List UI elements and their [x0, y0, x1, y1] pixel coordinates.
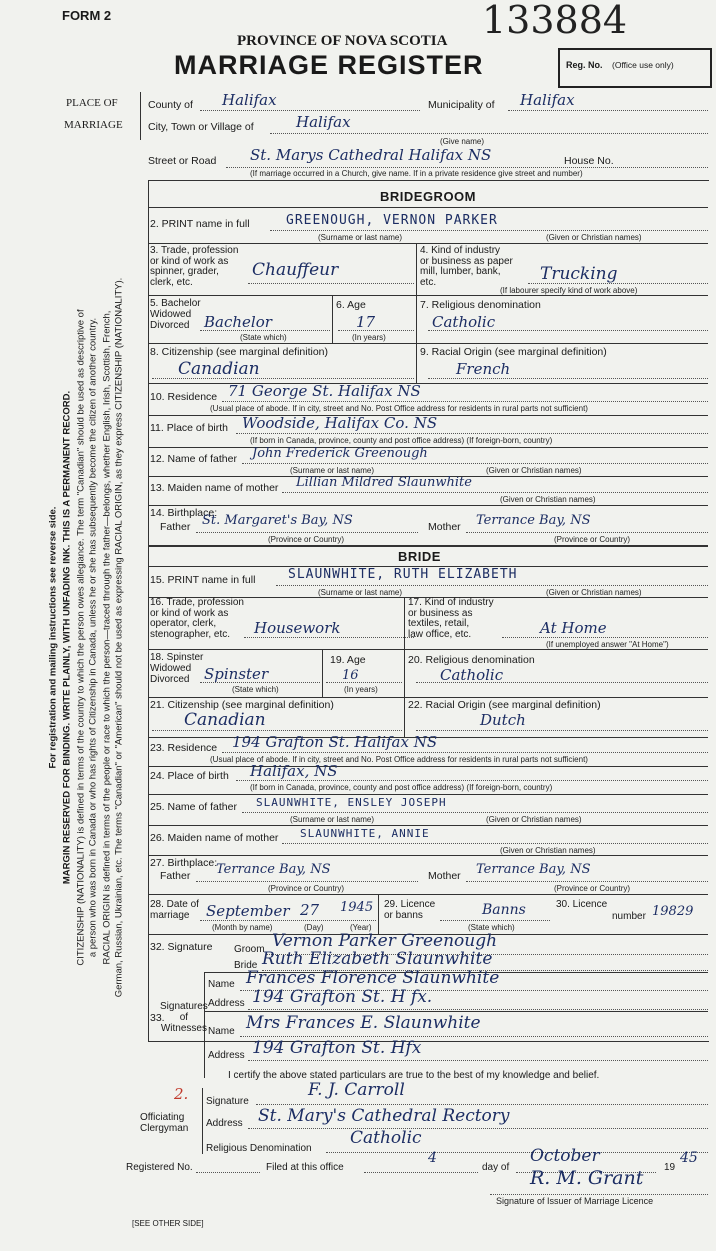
denomination-label: Religious Denomination	[206, 1143, 312, 1154]
groom-citizenship: Canadian	[178, 359, 260, 379]
register-number: 133884	[482, 0, 628, 42]
licence-number: 19829	[652, 904, 694, 919]
form-number: FORM 2	[62, 8, 112, 23]
groom-birth: Woodside, Halifax Co. NS	[242, 414, 438, 432]
red-mark: 2.	[174, 1085, 189, 1103]
w1-address: 194 Grafton St. H fx.	[252, 987, 433, 1007]
groom-trade-label: 3. Trade, profession or kind of work as spinner, grader, clerk, etc.	[150, 245, 239, 288]
w1-address-label: Address	[208, 998, 245, 1009]
groom-status-label: 5. Bachelor Widowed Divorced	[150, 298, 201, 331]
bridegroom-heading: BRIDEGROOM	[380, 189, 476, 204]
municipality-value: Halifax	[520, 91, 575, 109]
witness-label: Signatures of Witnesses	[160, 1001, 208, 1034]
bride-surname-cap: (Surname or last name)	[318, 588, 403, 597]
bride-mother-label: 26. Maiden name of mother	[150, 832, 279, 844]
groom-racial: French	[456, 360, 511, 378]
year-prefix: 19	[664, 1162, 676, 1173]
groom-mother: Lillian Mildred Slaunwhite	[296, 475, 472, 490]
groom-industry: Trucking	[540, 264, 618, 284]
bride-birthplace-label: 27. Birthplace:	[150, 857, 218, 869]
bride-citizenship: Canadian	[184, 710, 266, 730]
marriage-day: 27	[300, 901, 320, 919]
groom-religion-label: 7. Religious denomination	[420, 299, 541, 311]
bride-father-surname-cap: (Surname or last name)	[290, 815, 375, 824]
municipality-label: Municipality of	[428, 99, 495, 111]
bride-mother: SLAUNWHITE, ANNIE	[300, 827, 430, 840]
bride-racial: Dutch	[480, 711, 526, 729]
w2-name-label: Name	[208, 1026, 235, 1037]
bride-age-label: 19. Age	[330, 654, 366, 666]
see-other-side: [SEE OTHER SIDE]	[132, 1219, 204, 1228]
bride-father-prov-cap: (Province or Country)	[268, 884, 345, 893]
give-name-caption: (Give name)	[440, 137, 485, 146]
clergy-address: St. Mary's Cathedral Rectory	[258, 1106, 510, 1126]
groom-status: Bachelor	[204, 313, 272, 331]
groom-sig-label: Groom	[234, 944, 265, 955]
groom-father-prov-cap: (Province or Country)	[268, 535, 345, 544]
groom-birth-cap: (If born in Canada, province, county and post office address) (If foreign-born, country)	[250, 436, 553, 445]
groom-residence-cap: (Usual place of abode. If in city, street and No. Post Office address for residents in rural parts not sufficient)	[210, 404, 588, 413]
groom-citizenship-label: 8. Citizenship (see marginal definition)	[150, 346, 329, 358]
filed-day: 4	[428, 1150, 437, 1166]
bride-industry-label: 17. Kind of industry or business as textiles, retail, law office, etc.	[408, 597, 494, 640]
w2-address-label: Address	[208, 1050, 245, 1061]
licence-label: 29. Licence or banns	[384, 899, 436, 921]
groom-given-cap: (Given or Christian names)	[546, 233, 642, 242]
margin-line-3: CITIZENSHIP (NATIONALITY) is defined in terms of the country to which the person owes allegiance. The term "Canadian" should be used as descriptive of	[75, 309, 87, 966]
groom-surname-cap: (Surname or last name)	[318, 233, 403, 242]
clergy-denomination: Catholic	[350, 1128, 422, 1148]
groom-birth-label: 11. Place of birth	[150, 422, 229, 434]
licence-value: Banns	[482, 902, 526, 918]
groom-age-label: 6. Age	[336, 299, 366, 311]
date-label: 28. Date of marriage	[150, 899, 199, 921]
groom-name: GREENOUGH, VERNON PARKER	[286, 213, 498, 228]
filed-label: Filed at this office	[266, 1162, 344, 1173]
province-heading: PROVINCE OF NOVA SCOTIA	[237, 33, 448, 49]
marriage-month: September	[206, 902, 290, 920]
witness-number: 33.	[150, 1012, 165, 1024]
bride-industry-cap: (If unemployed answer "At Home")	[546, 640, 669, 649]
bride-status-label: 18. Spinster Widowed Divorced	[150, 652, 204, 685]
groom-residence: 71 George St. Halifax NS	[228, 382, 421, 400]
bride-residence: 194 Grafton St. Halifax NS	[232, 733, 438, 751]
place-of-label: PLACE OF	[66, 97, 118, 109]
bride-mother-prov-cap: (Province or Country)	[554, 884, 631, 893]
groom-signature: Vernon Parker Greenough	[272, 931, 498, 951]
bride-birth: Halifax, NS	[250, 762, 338, 780]
w2-address: 194 Grafton St. Hfx	[252, 1038, 422, 1058]
groom-mother-birth: Terrance Bay, NS	[476, 513, 591, 528]
groom-mother-word: Mother	[428, 521, 461, 533]
certify-text: I certify the above stated particulars are true to the best of my knowledge and belief.	[228, 1070, 600, 1081]
marriage-year: 1945	[340, 900, 374, 915]
bride-signature: Ruth Elizabeth Slaunwhite	[262, 949, 493, 969]
house-label: House No.	[564, 155, 614, 167]
street-caption: (If marriage occurred in a Church, give name. If in a private residence give street and number)	[250, 169, 583, 178]
bride-residence-label: 23. Residence	[150, 742, 218, 754]
clergy-address-label: Address	[206, 1118, 243, 1129]
licence-number-label: number	[612, 911, 646, 922]
margin-line-5: RACIAL ORIGIN is defined in terms of the people or race to which the person—traced through the father—belongs, whether English, Irish, Scottish, French,	[101, 310, 113, 965]
registered-label: Registered No.	[126, 1162, 193, 1173]
bride-father-word: Father	[160, 870, 191, 882]
margin-line-4: a person who was born in Canada or who has rights of Citizenship in Canada, unless he or she has subsequently become the citizen of another country.	[87, 317, 99, 958]
day-cap: (Day)	[304, 923, 324, 932]
bride-trade-label: 16. Trade, profession or kind of work as operator, clerk, stenographer, etc.	[150, 597, 244, 640]
issuer-signature: R. M. Grant	[530, 1167, 644, 1189]
street-label: Street or Road	[148, 155, 217, 167]
bride-father-given-cap: (Given or Christian names)	[486, 815, 582, 824]
w1-name: Frances Florence Slaunwhite	[246, 968, 500, 988]
bride-given-cap: (Given or Christian names)	[546, 588, 642, 597]
month-cap: (Month by name)	[212, 923, 273, 932]
groom-father-surname-cap: (Surname or last name)	[290, 466, 375, 475]
bride-mother-word: Mother	[428, 870, 461, 882]
city-value: Halifax	[296, 113, 351, 131]
groom-mother-prov-cap: (Province or Country)	[554, 535, 631, 544]
bride-mother-birth: Terrance Bay, NS	[476, 862, 591, 877]
groom-residence-label: 10. Residence	[150, 391, 218, 403]
groom-years-cap: (In years)	[352, 333, 386, 342]
marriage-label: MARRIAGE	[64, 119, 123, 131]
groom-racial-label: 9. Racial Origin (see marginal definition)	[420, 346, 607, 358]
bride-religion-label: 20. Religious denomination	[408, 654, 535, 666]
bride-father-label: 25. Name of father	[150, 801, 237, 813]
bride-racial-label: 22. Racial Origin (see marginal definition)	[408, 699, 601, 711]
bride-status: Spinster	[204, 665, 269, 683]
bride-heading: BRIDE	[398, 549, 441, 564]
bride-name: SLAUNWHITE, RUTH ELIZABETH	[288, 567, 518, 582]
county-label: County of	[148, 99, 193, 111]
bride-birth-label: 24. Place of birth	[150, 770, 229, 782]
clergy-signature: F. J. Carroll	[308, 1080, 405, 1100]
bride-state-cap: (State which)	[232, 685, 279, 694]
w1-name-label: Name	[208, 979, 235, 990]
groom-father-birth: St. Margaret's Bay, NS	[202, 513, 353, 528]
office-use-label: (Office use only)	[612, 60, 674, 70]
city-label: City, Town or Village of	[148, 121, 254, 133]
reg-no-label: Reg. No.	[566, 60, 603, 70]
officiating-label: Officiating Clergyman	[140, 1112, 189, 1134]
groom-trade: Chauffeur	[252, 260, 339, 280]
reg-no-box	[558, 48, 712, 88]
groom-industry-label: 4. Kind of industry or business as paper mill, lumber, bank, etc.	[420, 245, 513, 288]
groom-father-label: 12. Name of father	[150, 453, 237, 465]
groom-industry-cap: (If labourer specify kind of work above)	[500, 286, 638, 295]
page-title: MARRIAGE REGISTER	[174, 50, 484, 80]
signature-label: 32. Signature	[150, 941, 213, 953]
bride-industry: At Home	[540, 619, 607, 637]
groom-father: John Frederick Greenough	[252, 446, 428, 461]
filed-year: 45	[680, 1150, 698, 1166]
county-value: Halifax	[222, 91, 277, 109]
groom-mother-given-cap: (Given or Christian names)	[500, 495, 596, 504]
groom-birthplace-label: 14. Birthplace:	[150, 507, 218, 519]
bride-age: 16	[342, 668, 359, 683]
groom-age: 17	[356, 313, 376, 331]
groom-mother-label: 13. Maiden name of mother	[150, 482, 279, 494]
groom-father-given-cap: (Given or Christian names)	[486, 466, 582, 475]
clergy-signature-label: Signature	[206, 1096, 249, 1107]
bride-citizenship-label: 21. Citizenship (see marginal definition)	[150, 699, 334, 711]
groom-state-cap: (State which)	[240, 333, 287, 342]
groom-religion: Catholic	[432, 313, 496, 331]
street-value: St. Marys Cathedral Halifax NS	[250, 146, 492, 164]
day-of-label: day of	[482, 1162, 510, 1173]
groom-print-label: 2. PRINT name in full	[150, 218, 250, 230]
margin-line-6: German, Russian, Ukrainian, etc. The terms "Canadian" or "American" should not be used as expressing RACIAL ORIGIN, as they express CITIZENSHIP (NATIONALITY).	[113, 277, 125, 998]
issuer-caption: Signature of Issuer of Marriage Licence	[496, 1196, 654, 1206]
filed-month: October	[530, 1146, 600, 1166]
bride-print-label: 15. PRINT name in full	[150, 574, 256, 586]
bride-mother-given-cap: (Given or Christian names)	[500, 846, 596, 855]
bride-father: SLAUNWHITE, ENSLEY JOSEPH	[256, 796, 447, 809]
licence-cap: (State which)	[468, 923, 515, 932]
bride-religion: Catholic	[440, 666, 504, 684]
bride-sig-label: Bride	[234, 960, 258, 971]
w2-name: Mrs Frances E. Slaunwhite	[246, 1013, 481, 1033]
licence-number-label-top: 30. Licence	[556, 899, 608, 910]
margin-line-2: MARGIN RESERVED FOR BINDING. WRITE PLAINLY, WITH UNFADING INK. THIS IS A PERMANENT RECORD.	[61, 390, 73, 885]
bride-trade: Housework	[254, 619, 341, 637]
groom-father-word: Father	[160, 521, 191, 533]
bride-father-birth: Terrance Bay, NS	[216, 862, 331, 877]
margin-line-1: For registration and mailing instructions see reverse side.	[47, 506, 59, 769]
year-cap: (Year)	[350, 923, 372, 932]
bride-years-cap: (In years)	[344, 685, 378, 694]
bride-birth-cap: (If born in Canada, province, county and post office address) (If foreign-born, country)	[250, 783, 553, 792]
bride-residence-cap: (Usual place of abode. If in city, street and No. Post Office address for residents in rural parts not sufficient)	[210, 755, 588, 764]
